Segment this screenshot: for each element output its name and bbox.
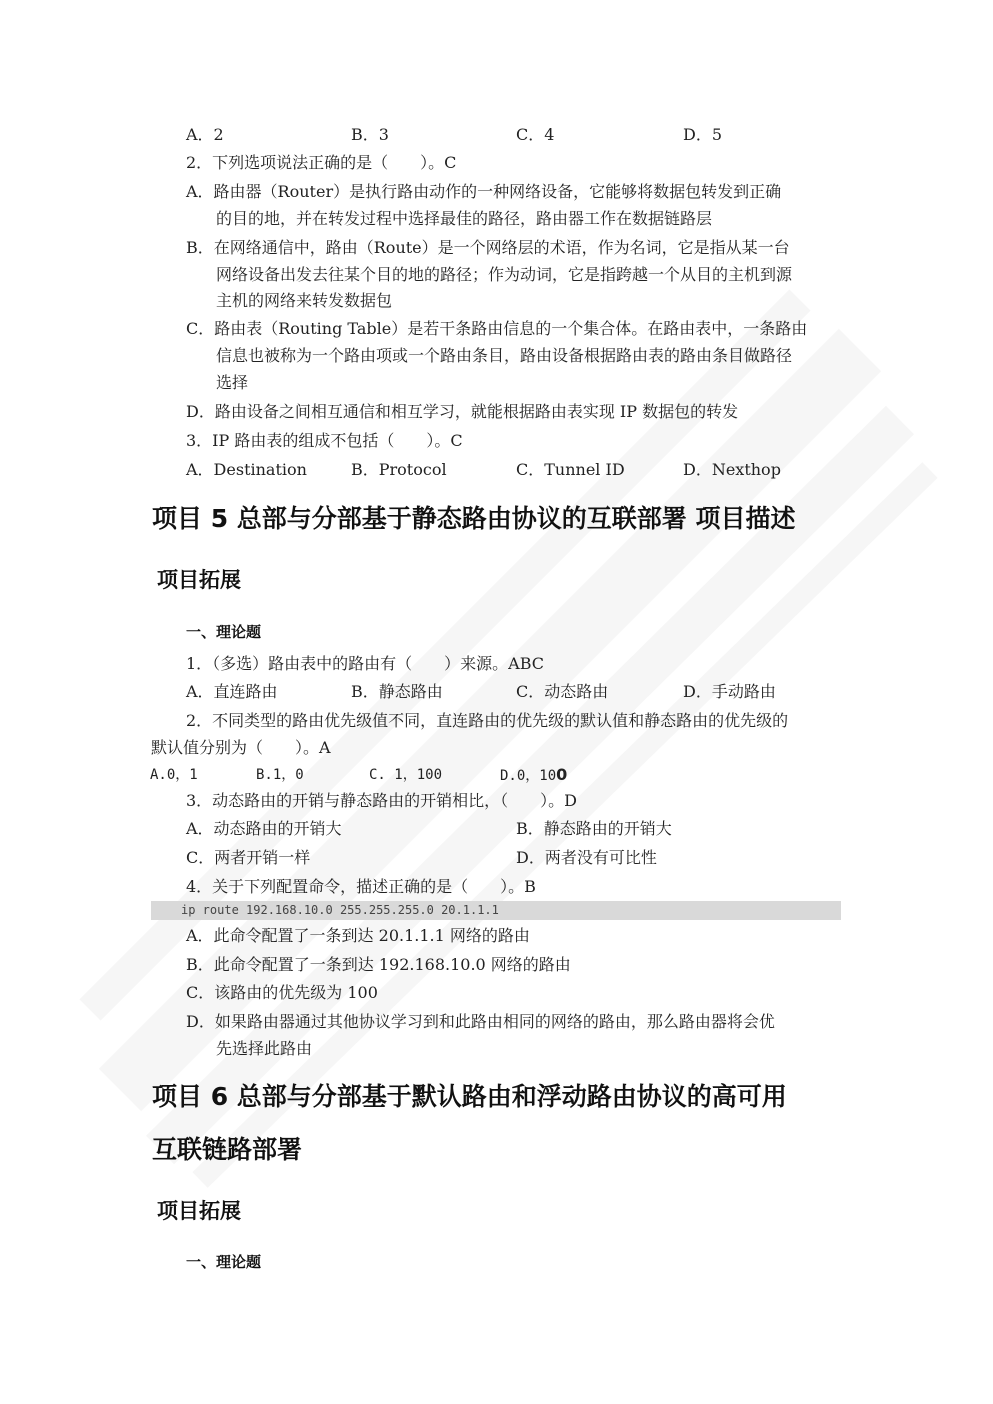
p5-q4-option-b: B．此命令配置了一条到达 192.168.10.0 网络的路由 — [186, 955, 571, 974]
project5-title: 项目 5 总部与分部基于静态路由协议的互联部署 项目描述 — [152, 504, 796, 533]
q3-option-d: D．Nexthop — [683, 460, 781, 479]
q3-option-a: A．Destination — [186, 460, 307, 479]
q1-option-b: B．3 — [351, 125, 389, 144]
p5-q2-option-a: A.0，1 — [150, 767, 198, 783]
p5-q3-option-c: C．两者开销一样 — [186, 848, 311, 867]
project6-extension-heading: 项目拓展 — [157, 1199, 241, 1223]
p5-q4-option-a: A．此命令配置了一条到达 20.1.1.1 网络的路由 — [186, 926, 530, 945]
p5-q4-option-c: C．该路由的优先级为 100 — [186, 983, 378, 1002]
q3-stem: 3．IP 路由表的组成不包括（ ）。C — [186, 431, 463, 450]
project5-section-heading: 一、理论题 — [186, 623, 262, 641]
p5-q2-option-d: D.0，100 — [500, 765, 568, 784]
q2-option-c-line2: 信息也被称为一个路由项或一个路由条目，路由设备根据路由表的路由条目做路径 — [216, 346, 793, 365]
q2-stem: 2．下列选项说法正确的是（ ）。C — [186, 153, 457, 172]
q2-option-b-line3: 主机的网络来转发数据包 — [216, 291, 393, 310]
q2-option-b-line1: B．在网络通信中，路由（Route）是一个网络层的术语，作为名词，它是指从某一台 — [186, 238, 790, 257]
q2-option-b-line2: 网络设备出发去往某个目的地的路径；作为动词，它是指跨越一个从目的主机到源 — [216, 265, 793, 284]
p5-q1-option-b: B．静态路由 — [351, 682, 443, 701]
p5-q2-option-b: B.1，0 — [256, 767, 304, 783]
q1-option-c: C．4 — [516, 125, 555, 144]
p5-q2-line2: 默认值分别为（ ）。A — [151, 738, 331, 757]
q2-option-d: D．路由设备之间相互通信和相互学习，就能根据路由表实现 IP 数据包的转发 — [186, 402, 739, 421]
p5-q4-stem: 4．关于下列配置命令，描述正确的是（ ）。B — [186, 877, 536, 896]
project6-title-line1: 项目 6 总部与分部基于默认路由和浮动路由协议的高可用 — [152, 1082, 787, 1111]
q1-option-a: A．2 — [186, 125, 224, 144]
p5-q1-option-c: C．动态路由 — [516, 682, 609, 701]
p5-q2-option-c: C. 1，100 — [369, 767, 443, 783]
project6-section-heading: 一、理论题 — [186, 1253, 262, 1271]
q3-option-c: C．Tunnel ID — [516, 460, 625, 479]
p5-q1-option-d: D．手动路由 — [683, 682, 776, 701]
p5-q2-line1: 2．不同类型的路由优先级值不同，直连路由的优先级的默认值和静态路由的优先级的 — [186, 711, 789, 730]
q2-option-c-line3: 选择 — [216, 373, 249, 392]
q1-option-d: D．5 — [683, 125, 723, 144]
p5-q4-option-d-line2: 先选择此路由 — [216, 1039, 313, 1058]
q2-option-a-line2: 的目的地，并在转发过程中选择最佳的路径，路由器工作在数据链路层 — [216, 209, 713, 228]
q2-option-a-line1: A．路由器（Router）是执行路由动作的一种网络设备，它能够将数据包转发到正确 — [186, 182, 782, 201]
p5-q4-code: ip route 192.168.10.0 255.255.255.0 20.1.1.1 — [181, 903, 499, 917]
q3-option-b: B．Protocol — [351, 460, 447, 479]
project5-extension-heading: 项目拓展 — [157, 568, 241, 592]
q2-option-c-line1: C．路由表（Routing Table）是若干条路由信息的一个集合体。在路由表中，一条路由 — [186, 319, 808, 338]
p5-q3-option-d: D．两者没有可比性 — [516, 848, 657, 867]
project6-title-line2: 互联链路部署 — [152, 1135, 303, 1164]
p5-q3-option-b: B．静态路由的开销大 — [516, 819, 672, 838]
p5-q1-option-a: A．直连路由 — [186, 682, 278, 701]
p5-q2-option-d-tail: 0 — [556, 765, 568, 784]
p5-q3-stem: 3．动态路由的开销与静态路由的开销相比，（ ）。D — [186, 791, 578, 810]
p5-q4-option-d-line1: D．如果路由器通过其他协议学习到和此路由相同的网络的路由，那么路由器将会优 — [186, 1012, 775, 1031]
p5-q1-stem: 1．（多选）路由表中的路由有（ ）来源。ABC — [186, 654, 545, 673]
p5-q3-option-a: A．动态路由的开销大 — [186, 819, 342, 838]
